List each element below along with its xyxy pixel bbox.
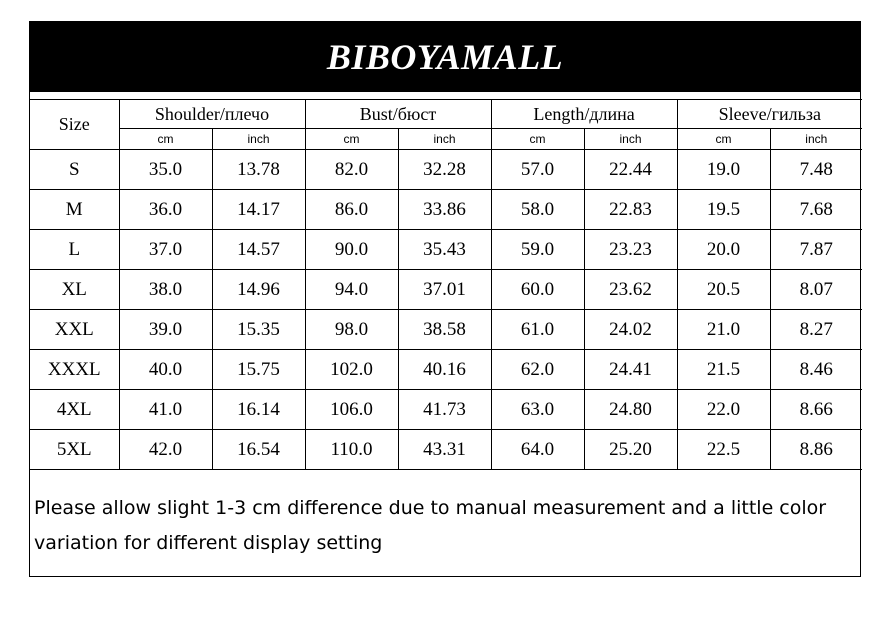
unit-cm: cm [305,129,398,150]
measurement-note: Please allow slight 1-3 cm difference due to manual measurement and a little color variation for different display setting [34,497,827,554]
sleeve-cm-cell: 20.0 [677,230,770,270]
table-header-row [30,100,862,129]
shoulder-cm-cell: 35.0 [119,150,212,190]
size-table [30,99,862,470]
length-cm-cell: 64.0 [491,430,584,470]
shoulder-inch-cell: 16.54 [212,430,305,470]
shoulder-cm-cell: 39.0 [119,310,212,350]
sleeve-inch-cell: 8.27 [770,310,862,350]
bust-cm-cell: 90.0 [305,230,398,270]
table-unit-row [30,129,862,150]
unit-cm: cm [491,129,584,150]
length-inch-cell: 24.02 [584,310,677,350]
shoulder-cm-cell: 40.0 [119,350,212,390]
bust-cm-cell: 94.0 [305,270,398,310]
shoulder-cm-cell: 36.0 [119,190,212,230]
sleeve-inch-cell: 7.68 [770,190,862,230]
size-cell: L [30,230,119,270]
length-cm-cell: 62.0 [491,350,584,390]
table-row [30,310,862,350]
size-cell: XXL [30,310,119,350]
shoulder-inch-cell: 15.75 [212,350,305,390]
size-cell: XL [30,270,119,310]
length-cm-cell: 58.0 [491,190,584,230]
length-cm-cell: 57.0 [491,150,584,190]
sleeve-cm-cell: 22.0 [677,390,770,430]
length-inch-cell: 22.44 [584,150,677,190]
bust-cm-cell: 102.0 [305,350,398,390]
length-inch-cell: 23.62 [584,270,677,310]
unit-cm: cm [677,129,770,150]
length-cm-cell: 59.0 [491,230,584,270]
unit-inch: inch [770,129,862,150]
sleeve-inch-cell: 8.46 [770,350,862,390]
bust-inch-cell: 35.43 [398,230,491,270]
size-cell: 4XL [30,390,119,430]
length-cm-cell: 61.0 [491,310,584,350]
bust-inch-cell: 43.31 [398,430,491,470]
length-inch-cell: 24.80 [584,390,677,430]
bust-header: Bust/бюст [305,100,491,129]
shoulder-cm-cell: 41.0 [119,390,212,430]
size-cell: 5XL [30,430,119,470]
sleeve-cm-cell: 19.5 [677,190,770,230]
sleeve-inch-cell: 8.07 [770,270,862,310]
table-row [30,390,862,430]
bust-cm-cell: 106.0 [305,390,398,430]
length-header: Length/длина [491,100,677,129]
table-row [30,190,862,230]
shoulder-inch-cell: 14.57 [212,230,305,270]
brand-title: BIBOYAMALL [326,37,564,77]
unit-inch: inch [212,129,305,150]
length-inch-cell: 22.83 [584,190,677,230]
sleeve-inch-cell: 8.66 [770,390,862,430]
length-cm-cell: 63.0 [491,390,584,430]
length-cm-cell: 60.0 [491,270,584,310]
shoulder-inch-cell: 15.35 [212,310,305,350]
shoulder-inch-cell: 14.96 [212,270,305,310]
length-inch-cell: 25.20 [584,430,677,470]
bust-inch-cell: 32.28 [398,150,491,190]
sleeve-inch-cell: 7.87 [770,230,862,270]
sleeve-header: Sleeve/гильза [677,100,862,129]
bust-cm-cell: 86.0 [305,190,398,230]
bust-cm-cell: 98.0 [305,310,398,350]
bust-inch-cell: 38.58 [398,310,491,350]
shoulder-header: Shoulder/плечо [119,100,305,129]
sleeve-inch-cell: 7.48 [770,150,862,190]
shoulder-inch-cell: 13.78 [212,150,305,190]
size-cell: S [30,150,119,190]
size-cell: M [30,190,119,230]
size-chart-frame [29,21,861,577]
sleeve-cm-cell: 21.5 [677,350,770,390]
table-row [30,350,862,390]
shoulder-cm-cell: 42.0 [119,430,212,470]
length-inch-cell: 23.23 [584,230,677,270]
sleeve-cm-cell: 21.0 [677,310,770,350]
unit-inch: inch [584,129,677,150]
unit-cm: cm [119,129,212,150]
table-row [30,230,862,270]
length-inch-cell: 24.41 [584,350,677,390]
sleeve-cm-cell: 19.0 [677,150,770,190]
bust-cm-cell: 82.0 [305,150,398,190]
size-column-header: Size [30,100,119,150]
sleeve-cm-cell: 22.5 [677,430,770,470]
table-row [30,430,862,470]
table-row [30,270,862,310]
bust-inch-cell: 37.01 [398,270,491,310]
size-cell: XXXL [30,350,119,390]
shoulder-cm-cell: 38.0 [119,270,212,310]
table-row [30,150,862,190]
shoulder-inch-cell: 14.17 [212,190,305,230]
bust-inch-cell: 40.16 [398,350,491,390]
shoulder-cm-cell: 37.0 [119,230,212,270]
bust-cm-cell: 110.0 [305,430,398,470]
sleeve-inch-cell: 8.86 [770,430,862,470]
unit-inch: inch [398,129,491,150]
brand-banner [30,22,860,92]
bust-inch-cell: 41.73 [398,390,491,430]
bust-inch-cell: 33.86 [398,190,491,230]
sleeve-cm-cell: 20.5 [677,270,770,310]
shoulder-inch-cell: 16.14 [212,390,305,430]
